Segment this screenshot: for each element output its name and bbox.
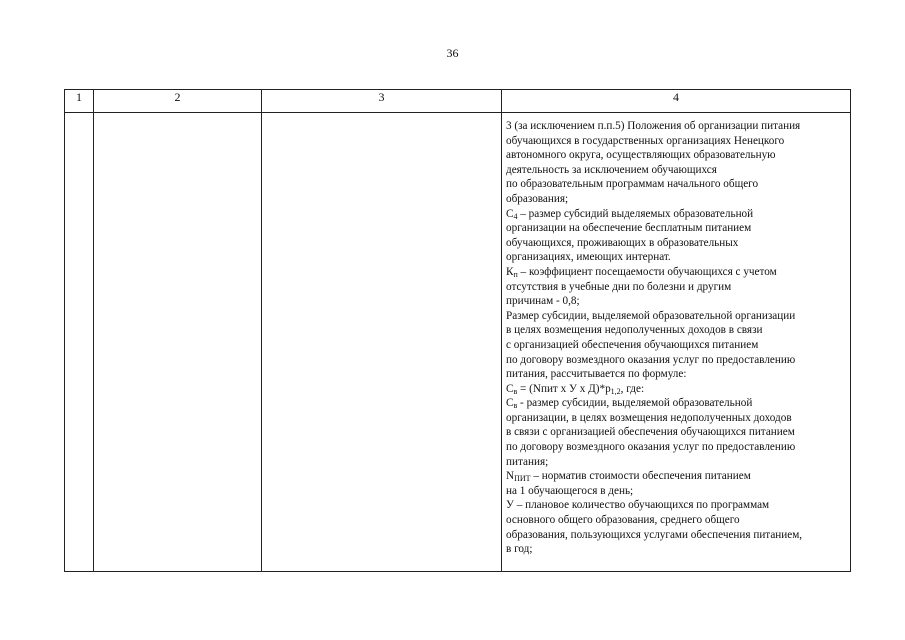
text-fragment: = (Nпит х У х Д)*p [517, 382, 611, 395]
cell-col-2 [94, 113, 262, 572]
header-col-3: 3 [262, 90, 502, 113]
text-fragment: С [506, 207, 514, 220]
text-fragment: – норматив стоимости обеспечения питанием [530, 470, 751, 483]
column-4-text [502, 113, 850, 557]
text-line: питания; [506, 455, 549, 468]
text-line: основного общего образования, среднего общего [506, 514, 740, 527]
page-number: 36 [446, 46, 459, 60]
subscript: п [513, 269, 518, 279]
text-line: на 1 обучающегося в день; [506, 484, 634, 497]
text-line: в год; [506, 543, 533, 556]
cell-col-1 [65, 113, 94, 572]
text-line: деятельность за исключением обучающихся [506, 163, 717, 176]
text-line: в связи с организацией обеспечения обучающихся питанием [506, 426, 795, 439]
text-line [506, 207, 846, 222]
subscript: ПИТ [514, 474, 531, 484]
text-line [506, 382, 846, 397]
header-col-2: 2 [94, 90, 262, 113]
text-fragment: К [506, 265, 514, 278]
text-line: Размер субсидии, выделяемой образовательной организации [506, 309, 796, 322]
subscript: 1,2 [610, 386, 621, 396]
cell-col-3 [262, 113, 502, 572]
subscript: в [513, 386, 518, 396]
text-line: по договору возмездного оказания услуг по предоставлению [506, 353, 796, 366]
text-line: образования; [506, 192, 569, 205]
header-col-4: 4 [502, 90, 851, 113]
text-line [506, 396, 846, 411]
text-line: У – плановое количество обучающихся по программам [506, 499, 770, 512]
text-line [506, 469, 846, 484]
text-fragment: , где: [620, 382, 645, 395]
cell-col-4 [502, 113, 851, 572]
text-line: отсутствия в учебные дни по болезни и другим [506, 280, 732, 293]
text-line: организации, в целях возмещения недополученных доходов [506, 411, 792, 424]
text-line: по образовательным программам начального общего [506, 178, 759, 191]
table-header-row [65, 90, 851, 113]
header-col-1: 1 [65, 90, 94, 113]
text-line [506, 265, 846, 280]
subscript: 4 [513, 211, 518, 221]
text-fragment: – размер субсидий выделяемых образовательной [517, 207, 754, 220]
text-line: питания, рассчитывается по формуле: [506, 368, 687, 381]
text-line: организациях, имеющих интернат. [506, 251, 671, 264]
text-line: по договору возмездного оказания услуг по предоставлению [506, 441, 796, 454]
text-line: причинам - 0,8; [506, 295, 580, 308]
text-line: в целях возмещения недополученных доходов в связи [506, 324, 763, 337]
text-line: обучающихся в государственных организациях Ненецкого [506, 134, 785, 147]
text-line: автономного округа, осуществляющих образовательную [506, 149, 776, 162]
text-fragment: N [506, 470, 515, 483]
subscript: в [513, 401, 518, 411]
text-fragment: С [506, 397, 514, 410]
text-line: организации на обеспечение бесплатным питанием [506, 222, 752, 235]
text-line: обучающихся, проживающих в образовательных [506, 236, 739, 249]
text-line: образования, пользующихся услугами обеспечения питанием, [506, 528, 803, 541]
text-fragment: - размер субсидии, выделяемой образовательной [517, 397, 753, 410]
table-row [65, 113, 851, 572]
document-table [64, 89, 851, 572]
text-fragment: С [506, 382, 514, 395]
text-line: 3 (за исключением п.п.5) Положения об организации питания [506, 120, 801, 132]
text-line: с организацией обеспечения обучающихся питанием [506, 338, 759, 351]
text-fragment: – коэффициент посещаемости обучающихся с учетом [517, 265, 777, 278]
